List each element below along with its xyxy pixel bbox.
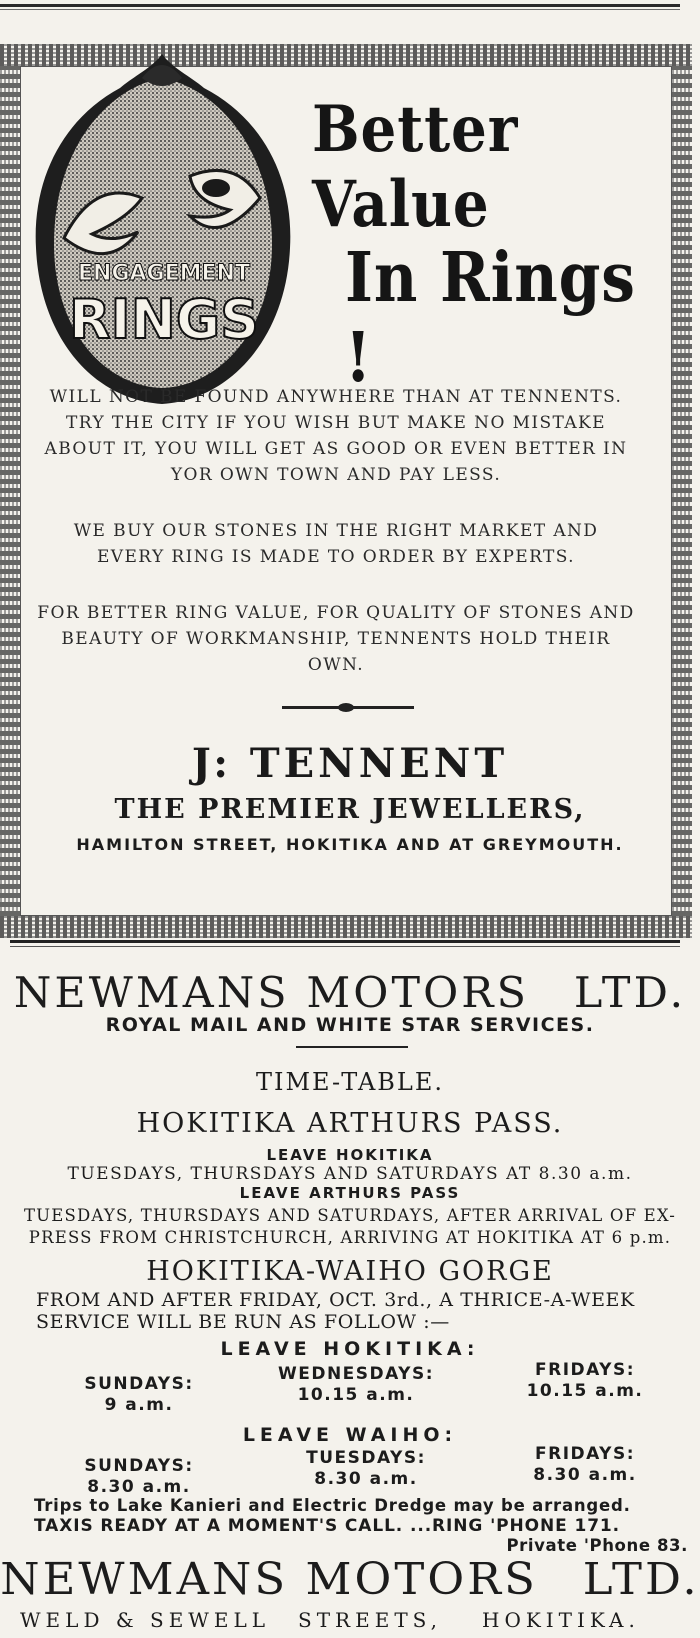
services-rule	[296, 1046, 408, 1048]
hokitika-departure-days: TUESDAYS, THURSDAYS AND SATURDAYS AT 8.30 a.m.	[67, 1164, 633, 1184]
paragraph-line: FOR BETTER RING VALUE, FOR QUALITY OF STONES AND	[37, 603, 635, 623]
engagement-rings-medallion	[24, 48, 300, 414]
time-value: 10.15 a.m.	[297, 1385, 415, 1405]
paragraph-line: YOR OWN TOWN AND PAY LESS.	[170, 465, 502, 485]
paragraph-stones	[36, 518, 636, 570]
service-notice-line-2: SERVICE WILL BE RUN AS FOLLOW :—	[36, 1311, 450, 1333]
leave-waiho-heading: LEAVE WAIHO:	[242, 1424, 458, 1446]
leave-hokitika-label: LEAVE HOKITIKA	[266, 1146, 434, 1164]
jeweller-name: J: TENNENT	[191, 740, 509, 787]
waiho-sundays	[74, 1456, 204, 1498]
hokitika-wednesdays	[256, 1364, 456, 1406]
motors-name: NEWMANS MOTORS	[13, 968, 530, 1017]
paragraph-line: WILL NOT BE FOUND ANYWHERE THAN AT TENNENTS.	[49, 387, 623, 407]
arthurs-departure-line-1: TUESDAYS, THURSDAYS AND SATURDAYS, AFTER ARRIVAL OF EX-	[23, 1206, 677, 1225]
section-separator-thin	[10, 946, 680, 947]
day-label: SUNDAYS:	[84, 1456, 194, 1476]
paragraph-line: ABOUT IT, YOU WILL GET AS GOOD OR EVEN BETTER IN	[44, 439, 628, 459]
day-label: FRIDAYS:	[534, 1444, 636, 1464]
headline-in-rings: In Rings !	[345, 238, 636, 398]
motors-ltd: LTD.	[573, 968, 687, 1017]
day-label: SUNDAYS:	[84, 1374, 194, 1394]
ornamental-divider	[282, 706, 414, 709]
day-label: WEDNESDAYS:	[277, 1364, 435, 1384]
footer-address-streets: STREETS,	[298, 1608, 442, 1632]
private-phone: Private 'Phone 83.	[506, 1536, 688, 1555]
jeweller-subtitle: THE PREMIER JEWELLERS,	[114, 794, 586, 825]
footer-motors-ltd: LTD.	[582, 1554, 700, 1605]
taxis-notice: TAXIS READY AT A MOMENT'S CALL. ...RING 'PHONE 171.	[34, 1516, 621, 1536]
paragraph-line: EVERY RING IS MADE TO ORDER BY EXPERTS.	[97, 547, 575, 567]
arthurs-departure-line-2: PRESS FROM CHRISTCHURCH, ARRIVING AT HOKITIKA AT 6 p.m.	[28, 1228, 672, 1247]
time-value: 8.30 a.m.	[87, 1477, 191, 1497]
time-value: 8.30 a.m.	[533, 1465, 637, 1485]
route-arthurs-pass-title: HOKITIKA ARTHURS PASS.	[136, 1108, 564, 1139]
footer-address	[20, 1608, 690, 1632]
leave-arthurs-pass-label: LEAVE ARTHURS PASS	[239, 1184, 461, 1202]
jeweller-address: HAMILTON STREET, HOKITIKA AND AT GREYMOUTH.	[76, 835, 624, 854]
timetable-heading: TIME-TABLE.	[255, 1068, 445, 1096]
top-rule	[0, 4, 680, 7]
waiho-tuesdays	[286, 1448, 446, 1490]
footer-motors-name: NEWMANS MOTORS	[0, 1554, 538, 1605]
paragraph-quality	[36, 600, 636, 678]
top-rule-thin	[0, 9, 680, 10]
service-notice-line-1: FROM AND AFTER FRIDAY, OCT. 3rd., A THRICE-A-WEEK	[36, 1289, 635, 1311]
paragraph-line: TRY THE CITY IF YOU WISH BUT MAKE NO MISTAKE	[66, 413, 606, 433]
leave-hokitika-heading: LEAVE HOKITIKA:	[220, 1338, 480, 1360]
motors-services: ROYAL MAIL AND WHITE STAR SERVICES.	[105, 1014, 595, 1036]
motors-title	[0, 968, 700, 1017]
medallion-rings-text: RINGS	[68, 288, 260, 351]
ornamental-border-right	[672, 66, 692, 916]
ring-gem	[202, 179, 230, 197]
footer-motors-title	[0, 1554, 700, 1605]
time-value: 8.30 a.m.	[314, 1469, 418, 1489]
medallion-engagement-text: ENGAGEMENT	[78, 261, 250, 286]
hokitika-sundays	[74, 1374, 204, 1416]
section-separator	[10, 940, 680, 943]
paragraph-line: WE BUY OUR STONES IN THE RIGHT MARKET AND	[73, 521, 599, 541]
route-waiho-gorge-title: HOKITIKA-WAIHO GORGE	[146, 1256, 554, 1287]
footer-address-town: HOKITIKA.	[482, 1608, 640, 1632]
time-value: 10.15 a.m.	[526, 1381, 644, 1401]
ornamental-border-bottom	[0, 916, 692, 938]
paragraph-value-claim	[36, 384, 636, 488]
footer-address-street: WELD & SEWELL	[20, 1608, 271, 1632]
hokitika-fridays	[520, 1360, 650, 1402]
trips-notice: Trips to Lake Kanieri and Electric Dredge may be arranged.	[34, 1496, 631, 1515]
day-label: FRIDAYS:	[534, 1360, 636, 1380]
waiho-fridays	[520, 1444, 650, 1486]
headline-better-value: Better Value	[312, 92, 519, 242]
day-label: TUESDAYS:	[306, 1448, 426, 1468]
paragraph-line: BEAUTY OF WORKMANSHIP, TENNENTS HOLD THEIR OWN.	[61, 629, 611, 675]
ornamental-border-left	[0, 66, 20, 916]
time-value: 9 a.m.	[104, 1395, 174, 1415]
